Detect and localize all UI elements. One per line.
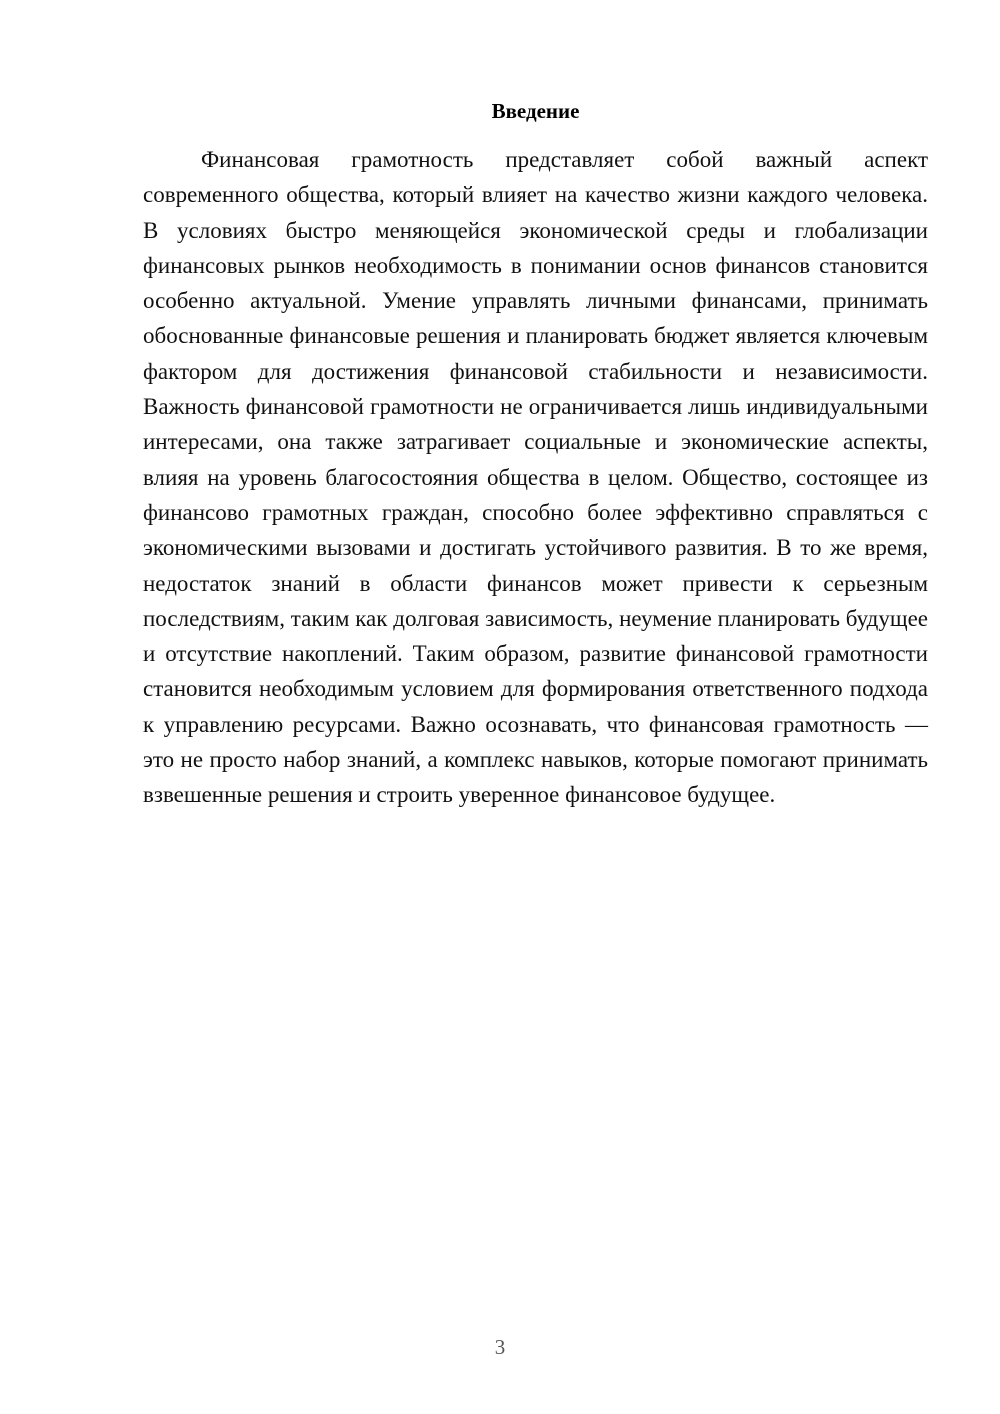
section-heading: Введение [491,99,580,123]
body-paragraph: Финансовая грамотность представляет собой важный аспект современного общества, который влияет на качество жизни каждого человека. В условиях быстро меняющейся экономической среды и глобализации финансовых рынков необходимость в понимании основ финансов становится особенно актуальной. Умение управлять личными финансами, принимать обоснованные финансовые решения и планировать бюджет является ключевым фактором для достижения финансовой стабильности и независимости. Важность финансовой грамотности не ограничивается лишь индивидуальными интересами, она также затрагивает социальные и экономические аспекты, влияя на уровень благосостояния общества в целом. Общество, состоящее из финансово грамотных граждан, способно более эффективно справляться с экономическими вызовами и достигать устойчивого развития. В то же время, недостаток знаний в области финансов может привести к серьезным последствиям, таким как долговая зависимость, неумение планировать будущее и отсутствие накоплений. Таким образом, развитие финансовой грамотности становится необходимым условием для формирования ответственного подхода к управлению ресурсами. Важно осознавать, что финансовая грамотность — это не просто набор знаний, а комплекс навыков, которые помогают принимать взвешенные решения и строить уверенное финансовое будущее. [143,147,928,808]
page-number: 3 [494,1335,506,1359]
